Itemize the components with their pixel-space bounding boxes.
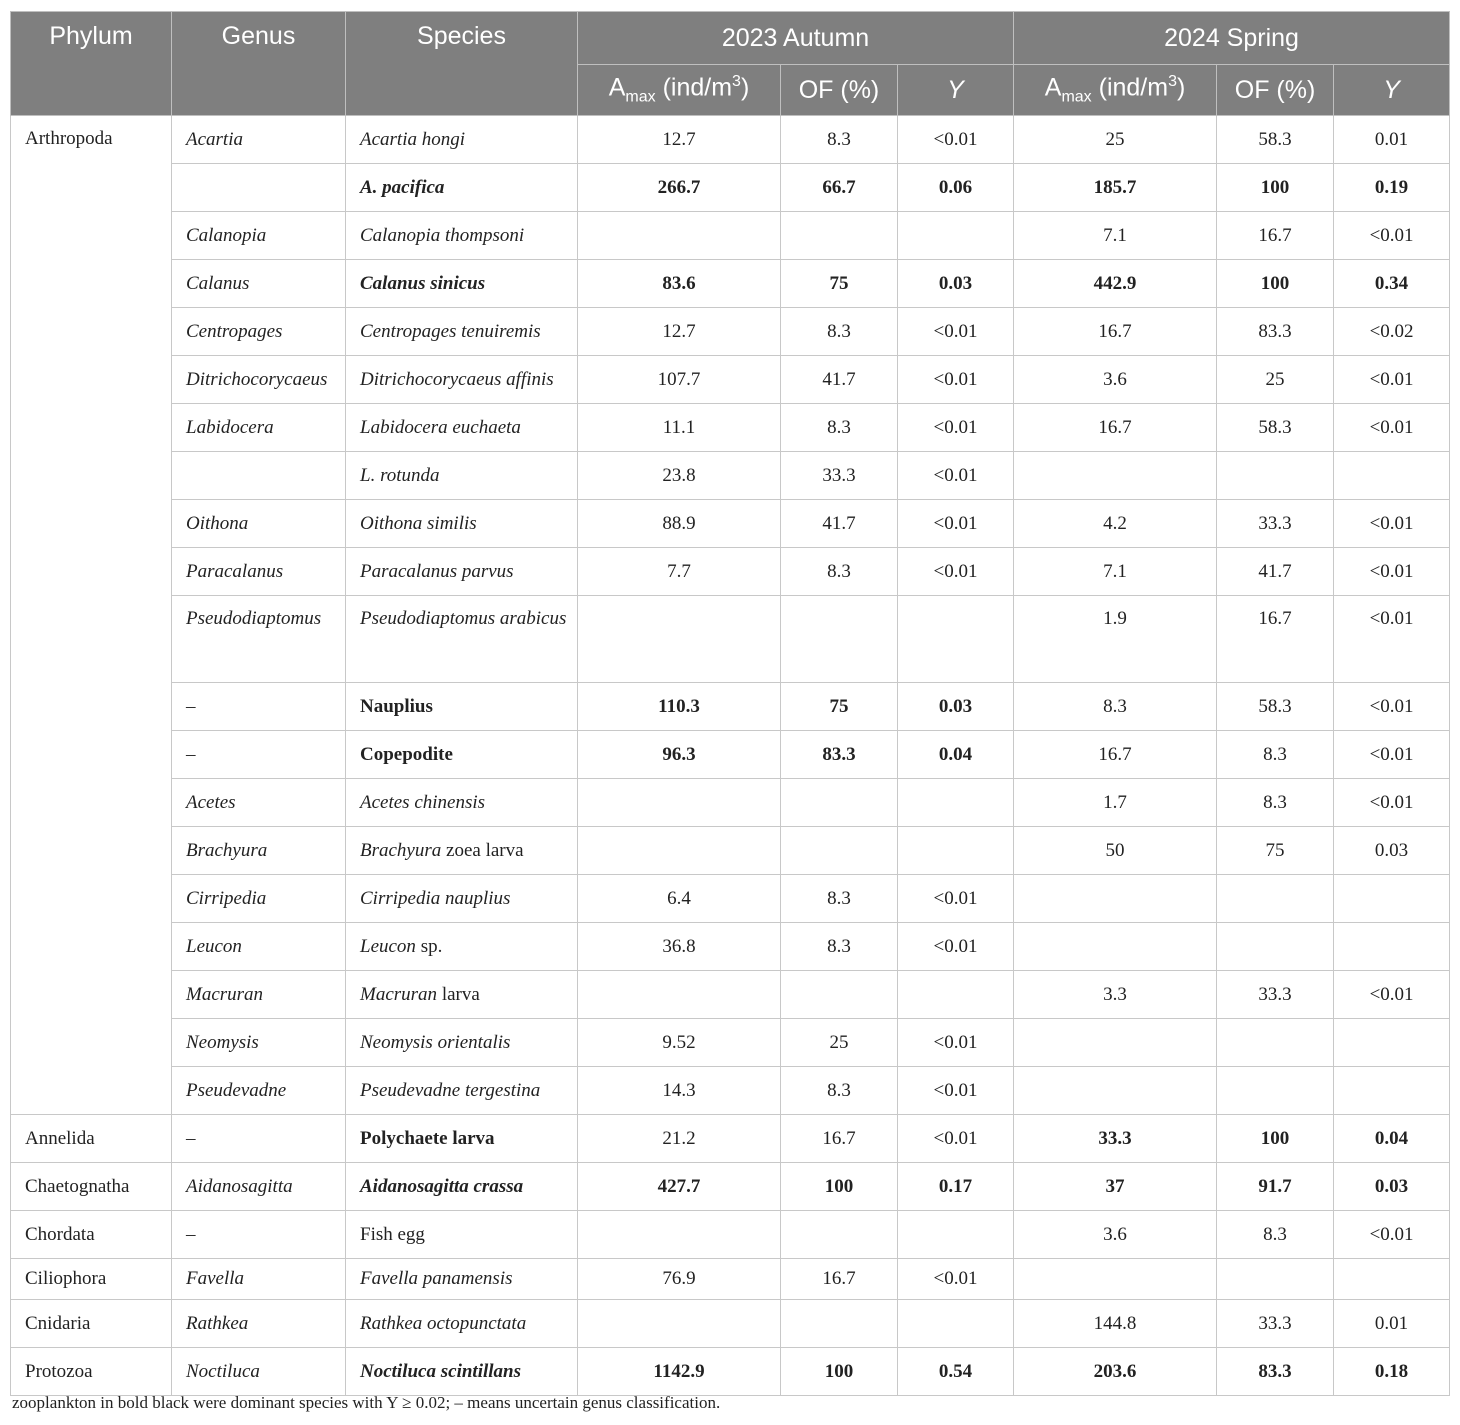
- y-autumn-cell: <0.01: [898, 923, 1014, 971]
- species-cell: L. rotunda: [346, 452, 578, 500]
- genus-cell: –: [172, 731, 346, 779]
- table-row: [11, 1348, 1450, 1396]
- amax-autumn-cell: 36.8: [578, 923, 781, 971]
- of-spring-cell: 83.3: [1217, 1348, 1334, 1396]
- of-autumn-cell: 8.3: [781, 548, 898, 596]
- genus-cell: Paracalanus: [172, 548, 346, 596]
- y-autumn-cell: 0.17: [898, 1163, 1014, 1211]
- header-y-autumn: Y: [898, 65, 1014, 116]
- y-autumn-cell: <0.01: [898, 404, 1014, 452]
- amax-spring-cell: 3.6: [1014, 1211, 1217, 1259]
- header-amax-spring: [1014, 65, 1217, 116]
- of-autumn-cell: 16.7: [781, 1115, 898, 1163]
- y-spring-cell: 0.19: [1334, 164, 1450, 212]
- of-spring-cell: 16.7: [1217, 596, 1334, 683]
- table-row: [11, 827, 1450, 875]
- header-of-autumn: OF (%): [781, 65, 898, 116]
- species-cell: Ditrichocorycaeus affinis: [346, 356, 578, 404]
- header-genus: Genus: [172, 12, 346, 116]
- y-spring-cell: 0.03: [1334, 1163, 1450, 1211]
- species-cell: Fish egg: [346, 1211, 578, 1259]
- y-spring-cell: [1334, 923, 1450, 971]
- y-autumn-cell: <0.01: [898, 1067, 1014, 1115]
- y-spring-cell: 0.04: [1334, 1115, 1450, 1163]
- amax-autumn-cell: 266.7: [578, 164, 781, 212]
- amax-spring-cell: [1014, 923, 1217, 971]
- amax-spring-cell: 1.9: [1014, 596, 1217, 683]
- species-tail: larva: [437, 983, 480, 1005]
- genus-cell: Pseudodiaptomus: [172, 596, 346, 683]
- phylum-cell: Annelida: [11, 1115, 172, 1163]
- of-spring-cell: 91.7: [1217, 1163, 1334, 1211]
- amax-spring-cell: 185.7: [1014, 164, 1217, 212]
- of-autumn-cell: 8.3: [781, 875, 898, 923]
- y-autumn-cell: 0.03: [898, 260, 1014, 308]
- genus-cell: Oithona: [172, 500, 346, 548]
- table-row: [11, 212, 1450, 260]
- y-spring-cell: 0.01: [1334, 116, 1450, 164]
- species-cell: Pseudodiaptomus arabicus: [346, 596, 578, 683]
- species-tail: zoea larva: [441, 839, 524, 861]
- table-row: [11, 731, 1450, 779]
- species-cell: Pseudevadne tergestina: [346, 1067, 578, 1115]
- species-cell: Favella panamensis: [346, 1259, 578, 1300]
- of-autumn-cell: 66.7: [781, 164, 898, 212]
- table-row: [11, 500, 1450, 548]
- amax-spring-cell: 50: [1014, 827, 1217, 875]
- header-y-spring: Y: [1334, 65, 1450, 116]
- genus-cell: Rathkea: [172, 1300, 346, 1348]
- amax-spring-cell: 37: [1014, 1163, 1217, 1211]
- of-spring-cell: 58.3: [1217, 683, 1334, 731]
- species-cell: A. pacifica: [346, 164, 578, 212]
- table-row: [11, 1211, 1450, 1259]
- amax-sub: max: [625, 88, 656, 106]
- genus-cell: –: [172, 1115, 346, 1163]
- y-autumn-cell: 0.06: [898, 164, 1014, 212]
- of-spring-cell: [1217, 1019, 1334, 1067]
- y-spring-cell: <0.01: [1334, 971, 1450, 1019]
- y-spring-cell: <0.01: [1334, 779, 1450, 827]
- amax-spring-cell: [1014, 1019, 1217, 1067]
- amax-autumn-cell: 7.7: [578, 548, 781, 596]
- table-row: [11, 548, 1450, 596]
- of-autumn-cell: 100: [781, 1348, 898, 1396]
- y-autumn-cell: [898, 212, 1014, 260]
- phylum-cell: Cnidaria: [11, 1300, 172, 1348]
- species-cell: Nauplius: [346, 683, 578, 731]
- y-spring-cell: 0.01: [1334, 1300, 1450, 1348]
- amax-autumn-cell: 427.7: [578, 1163, 781, 1211]
- header-species: Species: [346, 12, 578, 116]
- y-autumn-cell: <0.01: [898, 452, 1014, 500]
- phylum-cell: Chordata: [11, 1211, 172, 1259]
- of-spring-cell: [1217, 452, 1334, 500]
- table-row: [11, 260, 1450, 308]
- amax-autumn-cell: 107.7: [578, 356, 781, 404]
- species-tail: sp.: [415, 935, 443, 957]
- amax-autumn-cell: [578, 779, 781, 827]
- table-row: [11, 164, 1450, 212]
- species-cell: Labidocera euchaeta: [346, 404, 578, 452]
- amax-autumn-cell: 88.9: [578, 500, 781, 548]
- table-row: [11, 452, 1450, 500]
- species-cell: [346, 827, 578, 875]
- y-autumn-cell: [898, 827, 1014, 875]
- genus-cell: Cirripedia: [172, 875, 346, 923]
- amax-autumn-cell: 21.2: [578, 1115, 781, 1163]
- amax-spring-cell: 4.2: [1014, 500, 1217, 548]
- of-autumn-cell: [781, 1211, 898, 1259]
- of-spring-cell: 75: [1217, 827, 1334, 875]
- y-spring-cell: 0.03: [1334, 827, 1450, 875]
- y-spring-cell: 0.18: [1334, 1348, 1450, 1396]
- species-cell: Acetes chinensis: [346, 779, 578, 827]
- y-autumn-cell: <0.01: [898, 500, 1014, 548]
- table-body: [11, 116, 1450, 1396]
- species-cell: Calanopia thompsoni: [346, 212, 578, 260]
- y-spring-cell: <0.01: [1334, 596, 1450, 683]
- table-row: [11, 1259, 1450, 1300]
- species-cell: Cirripedia nauplius: [346, 875, 578, 923]
- genus-cell: Labidocera: [172, 404, 346, 452]
- of-spring-cell: 8.3: [1217, 779, 1334, 827]
- y-spring-cell: <0.01: [1334, 731, 1450, 779]
- amax-spring-cell: 3.3: [1014, 971, 1217, 1019]
- amax-autumn-cell: [578, 1211, 781, 1259]
- y-autumn-cell: <0.01: [898, 356, 1014, 404]
- header-season-spring: 2024 Spring: [1014, 12, 1450, 65]
- of-spring-cell: 100: [1217, 260, 1334, 308]
- y-autumn-cell: <0.01: [898, 308, 1014, 356]
- of-autumn-cell: [781, 779, 898, 827]
- of-spring-cell: 33.3: [1217, 971, 1334, 1019]
- genus-cell: Aidanosagitta: [172, 1163, 346, 1211]
- amax-spring-cell: 1.7: [1014, 779, 1217, 827]
- phylum-cell: Ciliophora: [11, 1259, 172, 1300]
- table-row: [11, 356, 1450, 404]
- amax-autumn-cell: 83.6: [578, 260, 781, 308]
- genus-cell: –: [172, 1211, 346, 1259]
- y-autumn-cell: <0.01: [898, 116, 1014, 164]
- amax-letter: A: [608, 73, 626, 102]
- species-cell: Oithona similis: [346, 500, 578, 548]
- of-autumn-cell: 8.3: [781, 308, 898, 356]
- of-autumn-cell: 8.3: [781, 1067, 898, 1115]
- amax-close: ): [740, 73, 750, 102]
- species-cell: Polychaete larva: [346, 1115, 578, 1163]
- genus-cell: Favella: [172, 1259, 346, 1300]
- header-row-1: [11, 12, 1450, 65]
- of-spring-cell: 100: [1217, 164, 1334, 212]
- amax-spring-cell: 16.7: [1014, 404, 1217, 452]
- table-row: [11, 683, 1450, 731]
- table-row: [11, 875, 1450, 923]
- header-phylum: Phylum: [11, 12, 172, 116]
- amax-spring-cell: 7.1: [1014, 212, 1217, 260]
- genus-cell: Noctiluca: [172, 1348, 346, 1396]
- amax-spring-cell: [1014, 875, 1217, 923]
- species-cell: Acartia hongi: [346, 116, 578, 164]
- y-spring-cell: <0.02: [1334, 308, 1450, 356]
- genus-cell: [172, 452, 346, 500]
- genus-cell: Acetes: [172, 779, 346, 827]
- table-row: [11, 779, 1450, 827]
- table-row: [11, 404, 1450, 452]
- species-cell: [346, 971, 578, 1019]
- genus-cell: –: [172, 683, 346, 731]
- y-autumn-cell: <0.01: [898, 1019, 1014, 1067]
- phylum-cell: Chaetognatha: [11, 1163, 172, 1211]
- species-table-wrapper: [10, 11, 1449, 1396]
- y-autumn-cell: [898, 971, 1014, 1019]
- of-autumn-cell: 16.7: [781, 1259, 898, 1300]
- amax-autumn-cell: 14.3: [578, 1067, 781, 1115]
- species-cell: Rathkea octopunctata: [346, 1300, 578, 1348]
- y-spring-cell: [1334, 1067, 1450, 1115]
- of-autumn-cell: 33.3: [781, 452, 898, 500]
- of-spring-cell: [1217, 1067, 1334, 1115]
- of-autumn-cell: 100: [781, 1163, 898, 1211]
- genus-cell: Ditrichocorycaeus: [172, 356, 346, 404]
- of-autumn-cell: [781, 596, 898, 683]
- amax-autumn-cell: 1142.9: [578, 1348, 781, 1396]
- y-spring-cell: [1334, 1019, 1450, 1067]
- y-autumn-cell: [898, 1300, 1014, 1348]
- y-spring-cell: <0.01: [1334, 548, 1450, 596]
- genus-cell: Leucon: [172, 923, 346, 971]
- amax-close: ): [1176, 73, 1186, 102]
- amax-sup: 3: [732, 73, 741, 91]
- y-autumn-cell: [898, 596, 1014, 683]
- y-spring-cell: <0.01: [1334, 500, 1450, 548]
- amax-sub: max: [1061, 88, 1092, 106]
- header-season-autumn: 2023 Autumn: [578, 12, 1014, 65]
- y-autumn-cell: <0.01: [898, 875, 1014, 923]
- amax-autumn-cell: [578, 212, 781, 260]
- table-row: [11, 1019, 1450, 1067]
- header-of-spring: OF (%): [1217, 65, 1334, 116]
- of-autumn-cell: 75: [781, 683, 898, 731]
- amax-autumn-cell: 11.1: [578, 404, 781, 452]
- of-autumn-cell: 8.3: [781, 404, 898, 452]
- y-autumn-cell: 0.54: [898, 1348, 1014, 1396]
- species-cell: Neomysis orientalis: [346, 1019, 578, 1067]
- table-row: [11, 923, 1450, 971]
- y-spring-cell: [1334, 875, 1450, 923]
- of-autumn-cell: [781, 1300, 898, 1348]
- amax-spring-cell: [1014, 1067, 1217, 1115]
- amax-spring-cell: 33.3: [1014, 1115, 1217, 1163]
- amax-autumn-cell: 96.3: [578, 731, 781, 779]
- y-spring-cell: <0.01: [1334, 683, 1450, 731]
- amax-autumn-cell: 23.8: [578, 452, 781, 500]
- table-row: [11, 1163, 1450, 1211]
- amax-unit: (ind/m: [655, 73, 733, 102]
- genus-cell: Neomysis: [172, 1019, 346, 1067]
- table-row: [11, 596, 1450, 683]
- of-autumn-cell: 25: [781, 1019, 898, 1067]
- header-amax-autumn: [578, 65, 781, 116]
- amax-autumn-cell: 12.7: [578, 308, 781, 356]
- of-spring-cell: 58.3: [1217, 404, 1334, 452]
- of-autumn-cell: 8.3: [781, 923, 898, 971]
- table-footnote: zooplankton in bold black were dominant species with Y ≥ 0.02; – means uncertain genus classification.: [12, 1393, 721, 1412]
- amax-spring-cell: 144.8: [1014, 1300, 1217, 1348]
- amax-sup: 3: [1168, 73, 1177, 91]
- y-spring-cell: <0.01: [1334, 356, 1450, 404]
- y-spring-cell: [1334, 452, 1450, 500]
- table-row: [11, 116, 1450, 164]
- genus-cell: Pseudevadne: [172, 1067, 346, 1115]
- table-row: [11, 1115, 1450, 1163]
- amax-spring-cell: [1014, 452, 1217, 500]
- table-row: [11, 971, 1450, 1019]
- of-spring-cell: 8.3: [1217, 731, 1334, 779]
- amax-spring-cell: 7.1: [1014, 548, 1217, 596]
- of-spring-cell: [1217, 1259, 1334, 1300]
- y-autumn-cell: <0.01: [898, 1259, 1014, 1300]
- amax-letter: A: [1044, 73, 1062, 102]
- of-autumn-cell: 75: [781, 260, 898, 308]
- amax-autumn-cell: 9.52: [578, 1019, 781, 1067]
- of-spring-cell: 83.3: [1217, 308, 1334, 356]
- species-cell: Copepodite: [346, 731, 578, 779]
- species-cell: Aidanosagitta crassa: [346, 1163, 578, 1211]
- y-spring-cell: 0.34: [1334, 260, 1450, 308]
- of-spring-cell: 41.7: [1217, 548, 1334, 596]
- genus-cell: Centropages: [172, 308, 346, 356]
- species-italic: Brachyura: [360, 839, 442, 861]
- species-italic: Macruran: [360, 983, 438, 1005]
- of-spring-cell: 33.3: [1217, 1300, 1334, 1348]
- genus-cell: Macruran: [172, 971, 346, 1019]
- y-spring-cell: <0.01: [1334, 1211, 1450, 1259]
- amax-spring-cell: [1014, 1259, 1217, 1300]
- amax-autumn-cell: [578, 596, 781, 683]
- of-autumn-cell: [781, 827, 898, 875]
- y-autumn-cell: [898, 1211, 1014, 1259]
- amax-unit: (ind/m: [1091, 73, 1169, 102]
- y-autumn-cell: <0.01: [898, 1115, 1014, 1163]
- amax-spring-cell: 8.3: [1014, 683, 1217, 731]
- amax-spring-cell: 3.6: [1014, 356, 1217, 404]
- genus-cell: Calanopia: [172, 212, 346, 260]
- species-cell: Calanus sinicus: [346, 260, 578, 308]
- of-spring-cell: [1217, 923, 1334, 971]
- of-autumn-cell: 41.7: [781, 500, 898, 548]
- amax-spring-cell: 25: [1014, 116, 1217, 164]
- y-spring-cell: <0.01: [1334, 212, 1450, 260]
- amax-autumn-cell: [578, 1300, 781, 1348]
- y-autumn-cell: 0.04: [898, 731, 1014, 779]
- of-autumn-cell: 8.3: [781, 116, 898, 164]
- amax-autumn-cell: 110.3: [578, 683, 781, 731]
- of-spring-cell: 100: [1217, 1115, 1334, 1163]
- y-spring-cell: <0.01: [1334, 404, 1450, 452]
- amax-autumn-cell: 6.4: [578, 875, 781, 923]
- amax-spring-cell: 442.9: [1014, 260, 1217, 308]
- of-spring-cell: 8.3: [1217, 1211, 1334, 1259]
- y-autumn-cell: <0.01: [898, 548, 1014, 596]
- y-autumn-cell: [898, 779, 1014, 827]
- amax-spring-cell: 203.6: [1014, 1348, 1217, 1396]
- genus-cell: Acartia: [172, 116, 346, 164]
- of-spring-cell: 16.7: [1217, 212, 1334, 260]
- amax-autumn-cell: [578, 971, 781, 1019]
- amax-spring-cell: 16.7: [1014, 731, 1217, 779]
- of-spring-cell: [1217, 875, 1334, 923]
- amax-autumn-cell: 12.7: [578, 116, 781, 164]
- of-spring-cell: 58.3: [1217, 116, 1334, 164]
- table-row: [11, 308, 1450, 356]
- of-spring-cell: 33.3: [1217, 500, 1334, 548]
- species-cell: Noctiluca scintillans: [346, 1348, 578, 1396]
- amax-autumn-cell: 76.9: [578, 1259, 781, 1300]
- phylum-cell: Protozoa: [11, 1348, 172, 1396]
- of-autumn-cell: [781, 971, 898, 1019]
- y-spring-cell: [1334, 1259, 1450, 1300]
- of-spring-cell: 25: [1217, 356, 1334, 404]
- species-cell: Paracalanus parvus: [346, 548, 578, 596]
- genus-cell: Calanus: [172, 260, 346, 308]
- of-autumn-cell: 41.7: [781, 356, 898, 404]
- species-cell: Centropages tenuiremis: [346, 308, 578, 356]
- species-cell: [346, 923, 578, 971]
- amax-autumn-cell: [578, 827, 781, 875]
- zooplankton-table: [10, 11, 1450, 1396]
- of-autumn-cell: [781, 212, 898, 260]
- amax-spring-cell: 16.7: [1014, 308, 1217, 356]
- phylum-cell: Arthropoda: [11, 116, 172, 1115]
- y-autumn-cell: 0.03: [898, 683, 1014, 731]
- species-italic: Leucon: [360, 935, 416, 957]
- table-row: [11, 1067, 1450, 1115]
- genus-cell: [172, 164, 346, 212]
- table-row: [11, 1300, 1450, 1348]
- genus-cell: Brachyura: [172, 827, 346, 875]
- of-autumn-cell: 83.3: [781, 731, 898, 779]
